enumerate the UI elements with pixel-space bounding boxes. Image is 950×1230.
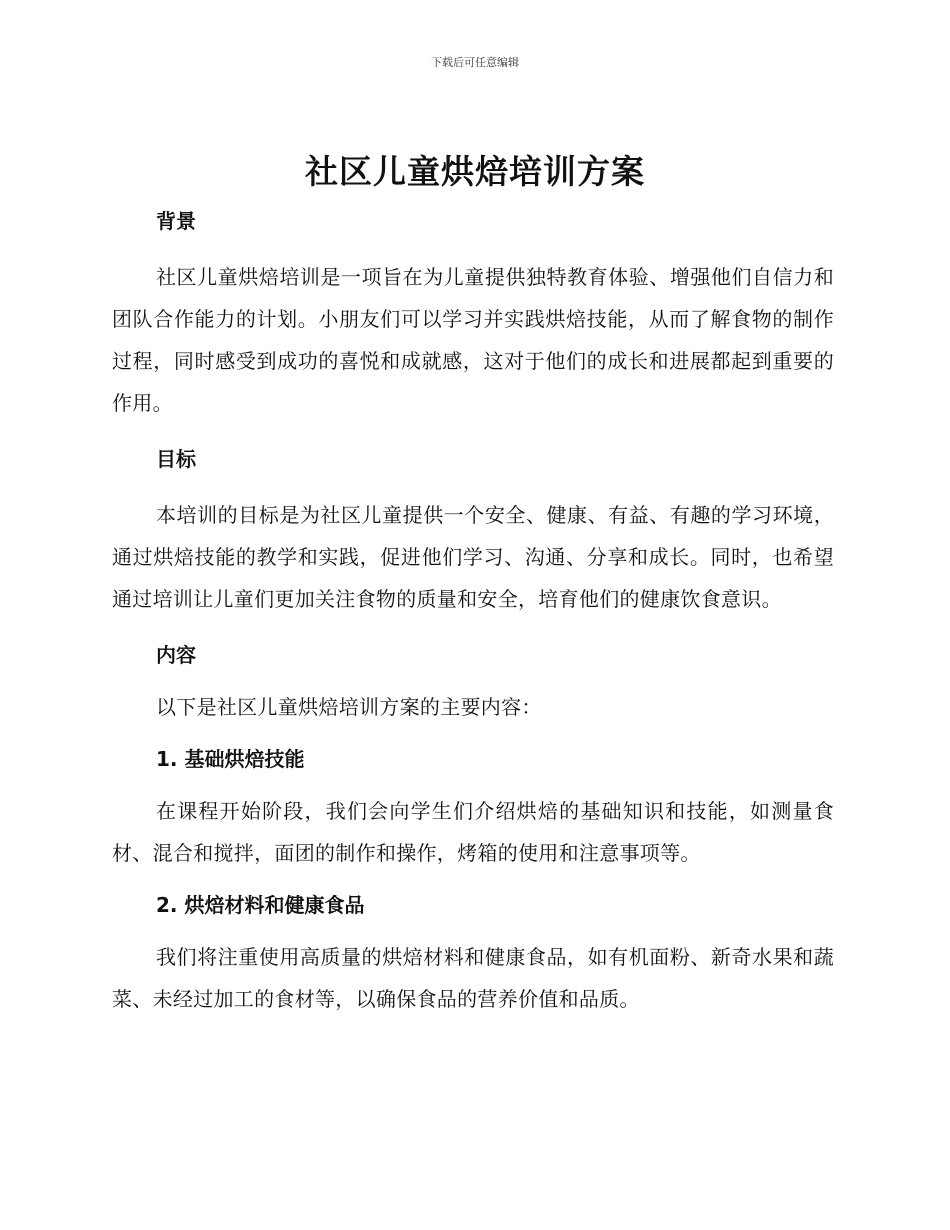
- section-paragraph: 在课程开始阶段，我们会向学生们介绍烘焙的基础知识和技能，如测量食材、混合和搅拌，面团的制作和操作，烤箱的使用和注意事项等。: [112, 799, 834, 865]
- document-body: [112, 200, 834, 1020]
- section-background: [112, 200, 834, 424]
- section-goal: [112, 438, 834, 620]
- section-heading: 背景: [156, 209, 196, 233]
- section-content: [112, 634, 834, 728]
- section-paragraph: 社区儿童烘焙培训是一项旨在为儿童提供独特教育体验、增强他们自信力和团队合作能力的计划。小朋友们可以学习并实践烘焙技能，从而了解食物的制作过程，同时感受到成功的喜悦和成就感，这对于他们的成长和进展都起到重要的作用。: [112, 265, 834, 415]
- document-title: 社区儿童烘焙培训方案: [305, 152, 645, 191]
- section-heading: 内容: [156, 643, 196, 667]
- section-paragraph: 以下是社区儿童烘焙培训方案的主要内容：: [156, 695, 542, 719]
- section-basic-skills: [112, 738, 834, 874]
- section-heading: 1. 基础烘焙技能: [156, 747, 305, 771]
- section-heading: 2. 烘焙材料和健康食品: [156, 893, 365, 917]
- page-header-note: 下载后可任意编辑: [431, 56, 519, 69]
- section-paragraph: 我们将注重使用高质量的烘焙材料和健康食品，如有机面粉、新奇水果和蔬菜、未经过加工的食材等，以确保食品的营养价值和品质。: [112, 945, 834, 1011]
- section-paragraph: 本培训的目标是为社区儿童提供一个安全、健康、有益、有趣的学习环境，通过烘焙技能的教学和实践，促进他们学习、沟通、分享和成长。同时，也希望通过培训让儿童们更加关注食物的质量和安全，培育他们的健康饮食意识。: [112, 503, 834, 611]
- section-heading: 目标: [156, 447, 196, 471]
- section-materials: [112, 884, 834, 1020]
